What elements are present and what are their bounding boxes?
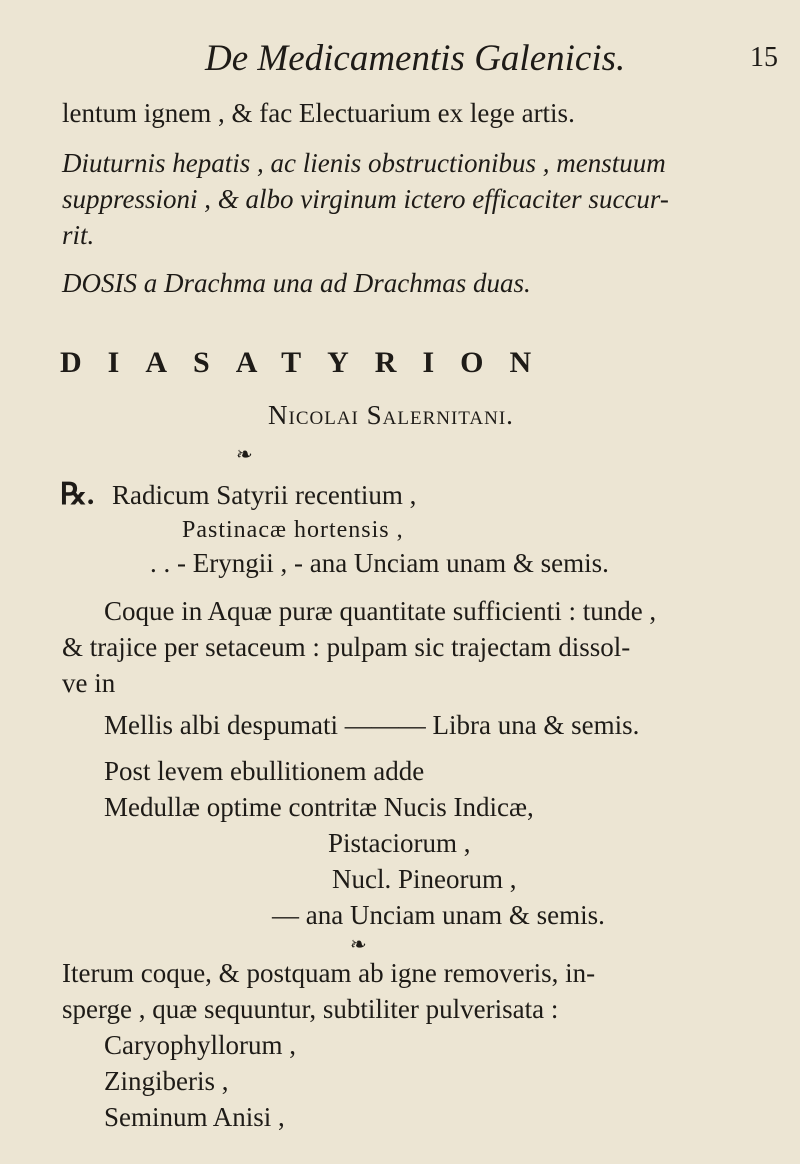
text-line: Diuturnis hepatis , ac lienis obstructionibus , menstuum	[62, 148, 666, 178]
running-title: De Medicamentis Galenicis.	[205, 38, 626, 79]
text-line: & trajice per setaceum : pulpam sic trajectam dissol-	[62, 632, 631, 662]
recipe-symbol: ℞.	[60, 478, 95, 511]
text-line: Post levem ebullitionem adde	[104, 756, 425, 786]
ingredient-line: Zingiberis ,	[104, 1066, 229, 1096]
ingredient-line: Mellis albi despumati ——— Libra una & semis.	[104, 710, 640, 740]
text-line: ve in	[62, 668, 116, 698]
text-line: Iterum coque, & postquam ab igne removeris, in-	[62, 958, 596, 988]
ingredient-line: Seminum Anisi ,	[104, 1102, 285, 1132]
text-line: Coque in Aquæ puræ quantitate sufficienti : tunde ,	[104, 596, 657, 626]
text-line: lentum ignem , & fac Electuarium ex lege artis.	[62, 98, 575, 128]
ornament-icon: ❧	[236, 444, 253, 466]
dosis-line: DOSIS a Drachma una ad Drachmas duas.	[62, 268, 531, 298]
ingredient-line: Medullæ optime contritæ Nucis Indicæ,	[104, 792, 534, 822]
ornament-icon: ❧	[350, 934, 367, 956]
ingredient-line: Pastinacæ hortensis ,	[182, 517, 404, 543]
ingredient-line: Nucl. Pineorum ,	[332, 864, 517, 894]
page-number: 15	[750, 42, 778, 73]
section-title: DIASATYRION	[60, 346, 558, 379]
ingredient-line: Pistaciorum ,	[328, 828, 471, 858]
section-subtitle: Nicolai Salernitani.	[268, 400, 514, 430]
text-line: rit.	[62, 220, 95, 250]
ingredient-line: . . - Eryngii , - ana Unciam unam & semis.	[150, 548, 609, 578]
ingredient-line: Caryophyllorum ,	[104, 1030, 296, 1060]
ingredient-line: — ana Unciam unam & semis.	[272, 900, 605, 930]
text-line: suppressioni , & albo virginum ictero efficaciter succur-	[62, 184, 669, 214]
text-line: sperge , quæ sequuntur, subtiliter pulverisata :	[62, 994, 559, 1024]
ingredient-line: Radicum Satyrii recentium ,	[112, 480, 417, 510]
